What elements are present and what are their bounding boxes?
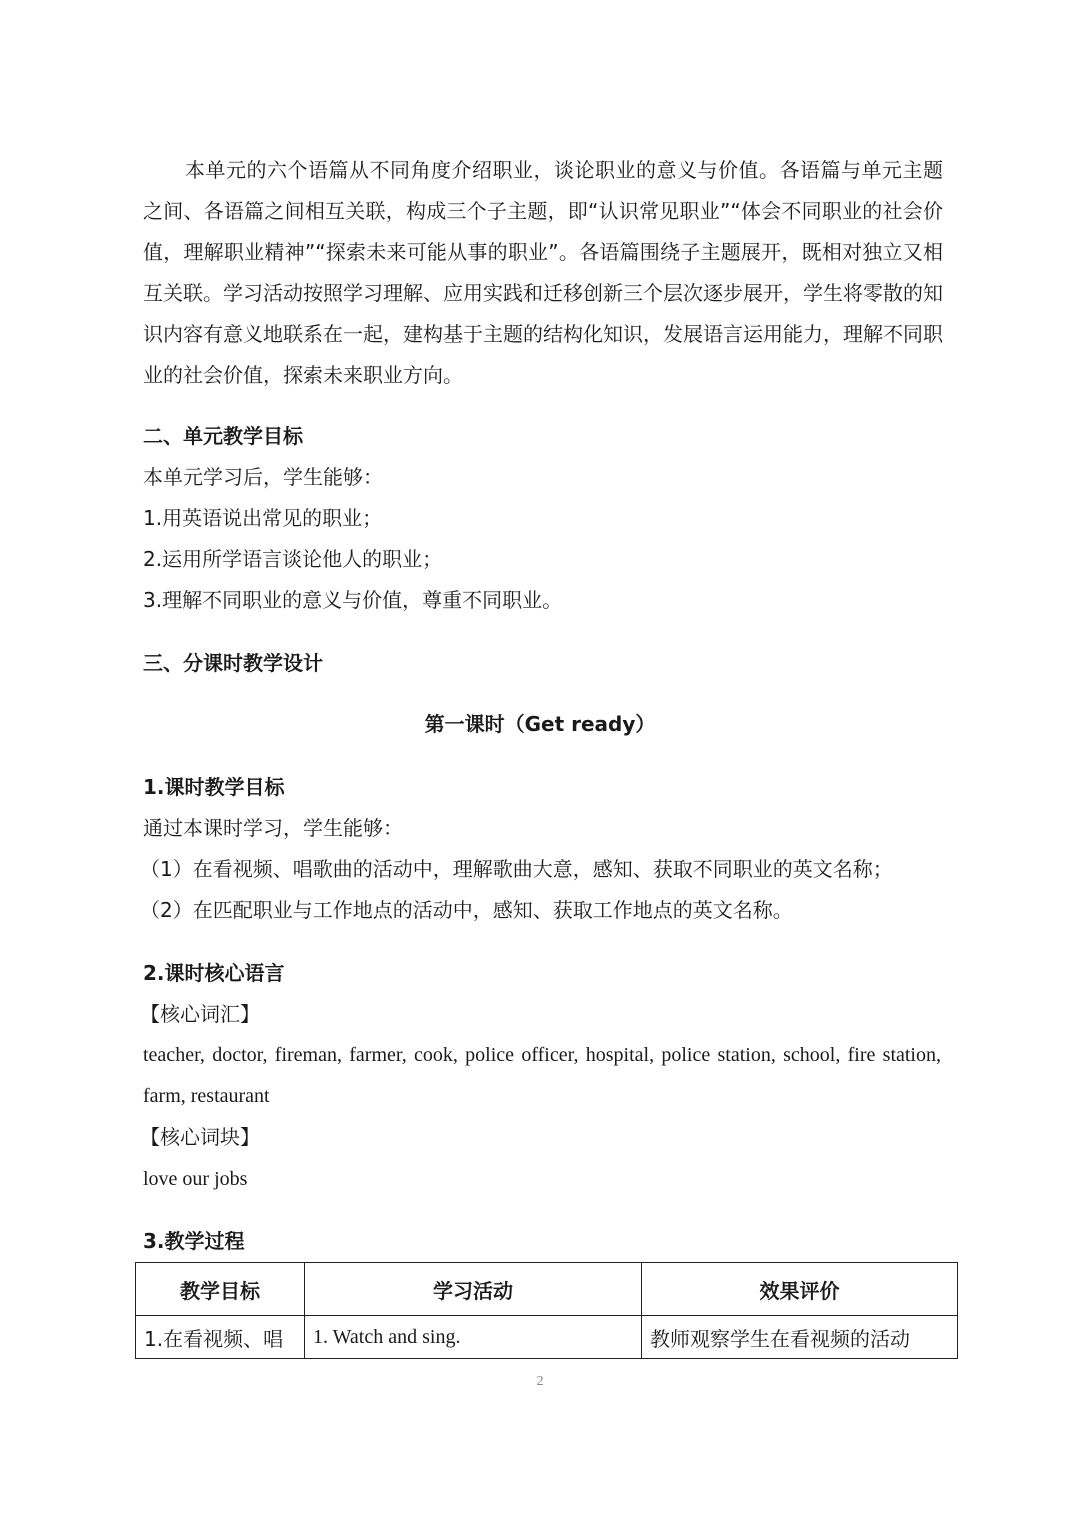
objective-item: 3.理解不同职业的意义与价值，尊重不同职业。 xyxy=(143,588,563,612)
section-heading-lesson-design: 三、分课时教学设计 xyxy=(143,651,323,675)
objective-item: 1.用英语说出常见的职业； xyxy=(143,506,383,530)
core-vocab-label: 【核心词汇】 xyxy=(140,1002,260,1026)
table-header-cell: 效果评价 xyxy=(642,1263,958,1316)
page-number: 2 xyxy=(536,1374,544,1389)
table-header-cell: 教学目标 xyxy=(136,1263,305,1316)
table-header-row xyxy=(136,1263,958,1316)
core-chunks-text: love our jobs xyxy=(143,1168,248,1190)
teaching-process-table xyxy=(135,1262,958,1359)
core-vocab-text: teacher, doctor, fireman, farmer, cook, police officer, hospital, police station, school, fire station, farm, restaurant xyxy=(143,1044,941,1107)
lesson-objectives-heading: 1.课时教学目标 xyxy=(143,775,285,799)
table-cell: 1. Watch and sing. xyxy=(305,1316,642,1359)
objectives-lead: 本单元学习后，学生能够： xyxy=(143,465,383,489)
lesson-objective-item: （1）在看视频、唱歌曲的活动中，理解歌曲大意，感知、获取不同职业的英文名称； xyxy=(140,857,893,881)
core-language-heading: 2.课时核心语言 xyxy=(143,961,285,985)
lesson-objectives-lead: 通过本课时学习，学生能够： xyxy=(143,816,403,840)
section-heading-objectives: 二、单元教学目标 xyxy=(143,424,303,448)
table-header-cell: 学习活动 xyxy=(305,1263,642,1316)
core-chunks-label: 【核心词块】 xyxy=(140,1125,260,1149)
table-row xyxy=(136,1316,958,1359)
table-cell: 教师观察学生在看视频的活动 xyxy=(642,1316,958,1359)
process-heading: 3.教学过程 xyxy=(143,1229,245,1253)
lesson-objective-item: （2）在匹配职业与工作地点的活动中，感知、获取工作地点的英文名称。 xyxy=(140,898,793,922)
objective-item: 2.运用所学语言谈论他人的职业； xyxy=(143,547,443,571)
table-cell: 1.在看视频、唱 xyxy=(136,1316,305,1359)
intro-paragraph: 本单元的六个语篇从不同角度介绍职业，谈论职业的意义与价值。各语篇与单元主题之间、各语篇之间相互关联，构成三个子主题，即“认识常见职业”“体会不同职业的社会价值，理解职业精神”“探索未来可能从事的职业”。各语篇围绕子主题展开，既相对独立又相互关联。学习活动按照学习理解、应用实践和迁移创新三个层次逐步展开，学生将零散的知识内容有意义地联系在一起，建构基于主题的结构化知识，发展语言运用能力，理解不同职业的社会价值，探索未来职业方向。 xyxy=(143,158,943,387)
lesson-title: 第一课时（Get ready） xyxy=(424,712,656,736)
